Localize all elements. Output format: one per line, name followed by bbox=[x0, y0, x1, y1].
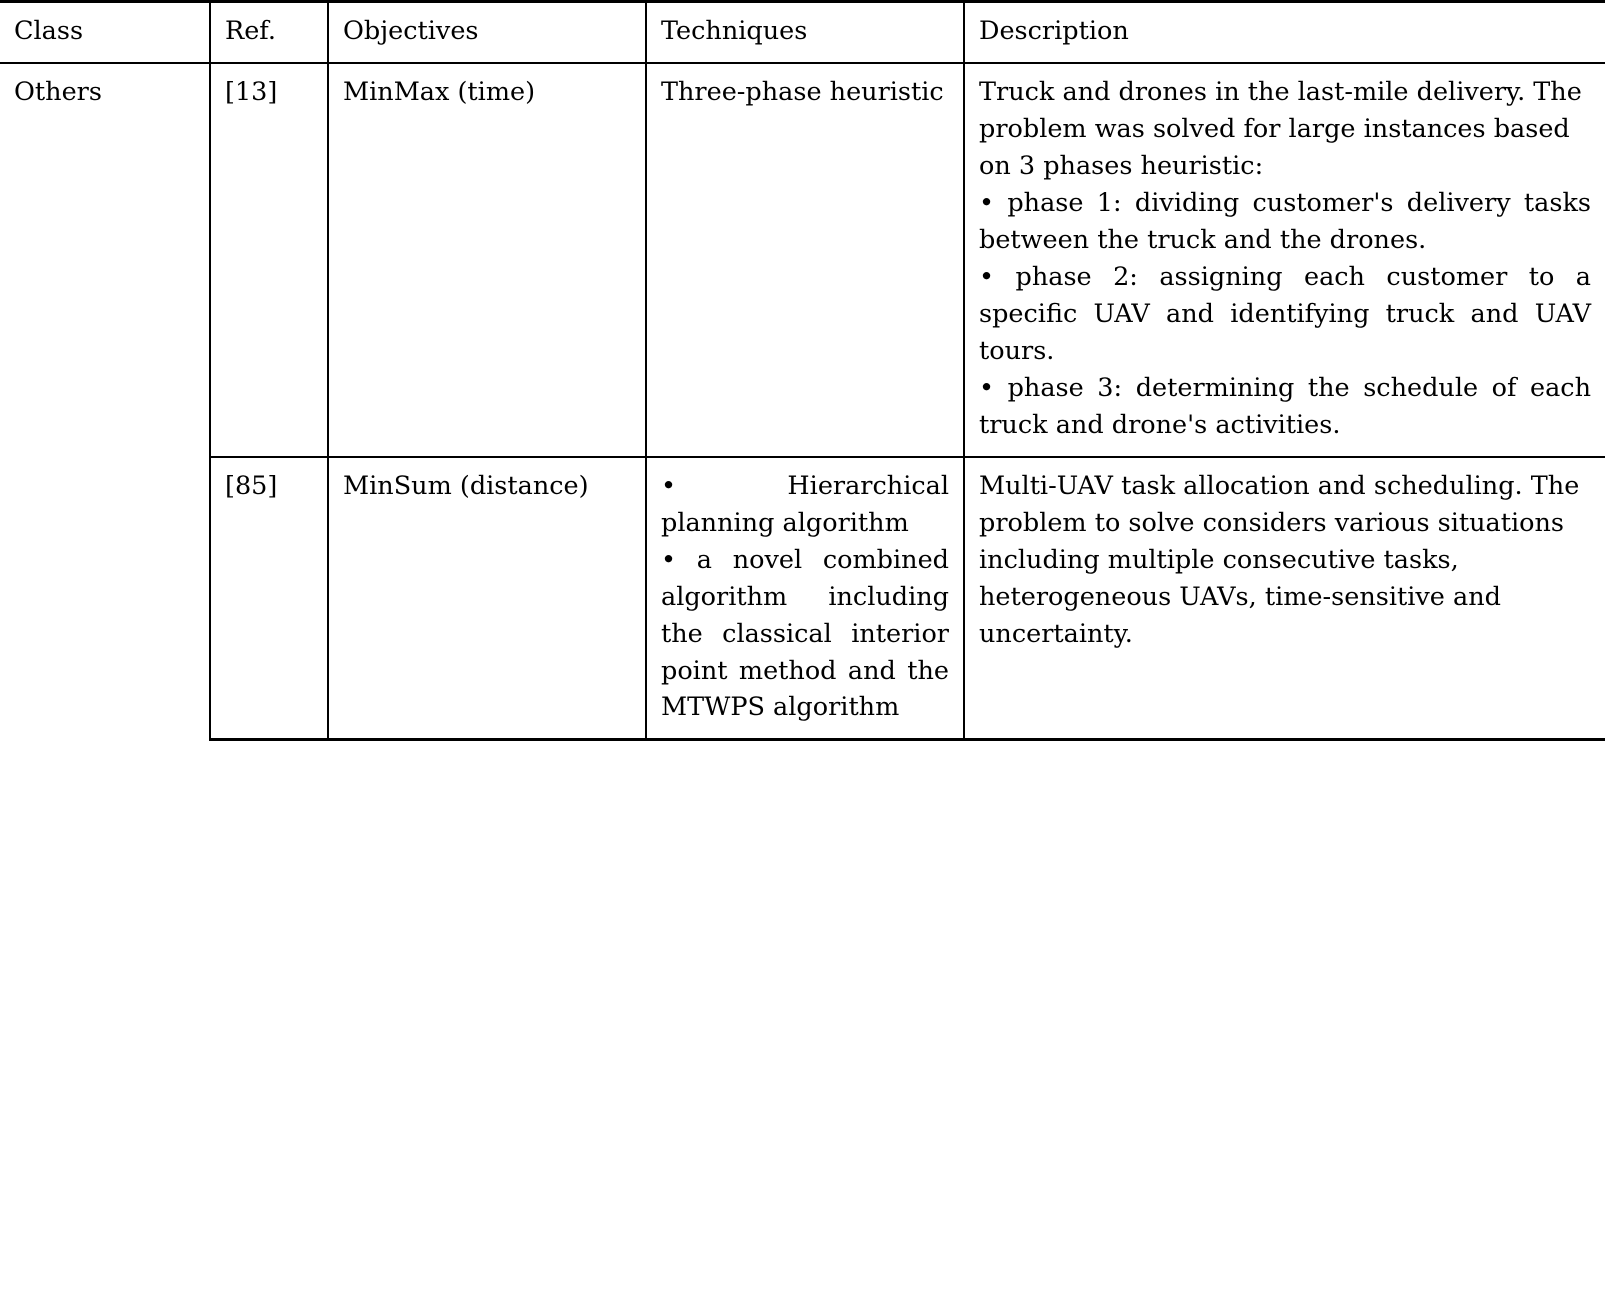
header-objectives: Objectives bbox=[328, 2, 646, 63]
header-description: Description bbox=[964, 2, 1605, 63]
cell-class-others: Others bbox=[14, 76, 102, 107]
header-techniques: Techniques bbox=[646, 2, 964, 63]
header-class: Class bbox=[0, 2, 210, 63]
header-ref: Ref. bbox=[210, 2, 328, 63]
techniques-bullet-1: • Hierarchical planning algorithm bbox=[661, 470, 949, 538]
cell-description-2 bbox=[964, 457, 1605, 740]
cell-ref-2: [85] bbox=[210, 457, 328, 740]
techniques-line: Three-phase heuristic bbox=[661, 76, 944, 107]
cell-techniques-2 bbox=[646, 457, 964, 740]
description-bullet-3: • phase 3: determining the schedule of each truck and drone's activities. bbox=[979, 372, 1591, 440]
table-row bbox=[0, 457, 1605, 740]
techniques-bullet-2: • a novel combined algorithm including the classical interior point method and the MTWPS algorithm bbox=[661, 544, 949, 723]
description-bullet-2: • phase 2: assigning each customer to a specific UAV and identifying truck and UAV tours. bbox=[979, 261, 1591, 366]
description-bullet-1: • phase 1: dividing customer's delivery tasks between the truck and the drones. bbox=[979, 187, 1591, 255]
description-paragraph: Multi-UAV task allocation and scheduling. The problem to solve considers various situations including multiple consecutive tasks, heterogeneous UAVs, time-sensitive and uncertainty. bbox=[979, 470, 1580, 649]
cell-objectives-1: MinMax (time) bbox=[328, 63, 646, 457]
cell-description-1 bbox=[964, 63, 1605, 457]
cell-ref-1: [13] bbox=[210, 63, 328, 457]
table-header-row bbox=[0, 2, 1605, 63]
description-paragraph: Truck and drones in the last-mile delivery. The problem was solved for large instances based on 3 phases heuristic: bbox=[979, 76, 1582, 181]
cell-objectives-2: MinSum (distance) bbox=[328, 457, 646, 740]
table-row bbox=[0, 63, 1605, 457]
cell-techniques-1 bbox=[646, 63, 964, 457]
